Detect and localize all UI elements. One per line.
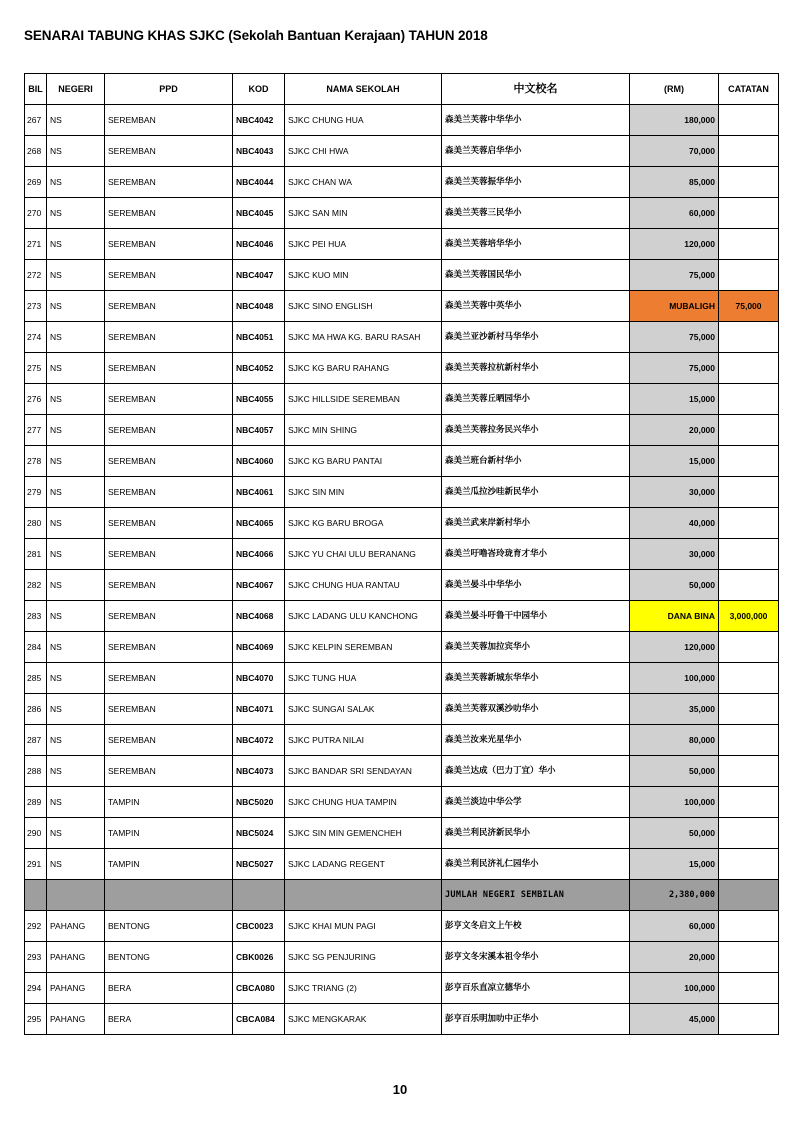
row-chinese-name: 森美兰芙蓉振华华小 xyxy=(442,167,630,198)
row-ppd: SEREMBAN xyxy=(105,539,233,570)
row-catatan xyxy=(719,384,779,415)
row-bil: 274 xyxy=(25,322,47,353)
row-nama-sekolah: SJKC MA HWA KG. BARU RASAH xyxy=(285,322,442,353)
row-kod: NBC4060 xyxy=(233,446,285,477)
table-row xyxy=(25,911,779,942)
row-chinese-name: 森美兰芙蓉三民华小 xyxy=(442,198,630,229)
row-catatan xyxy=(719,415,779,446)
total-cell-bil xyxy=(25,880,47,911)
row-chinese-name: 森美兰武来岸新村华小 xyxy=(442,508,630,539)
row-chinese-name: 森美兰芙蓉丘晒园华小 xyxy=(442,384,630,415)
row-bil: 279 xyxy=(25,477,47,508)
row-catatan xyxy=(719,942,779,973)
row-bil: 267 xyxy=(25,105,47,136)
total-cell-negeri xyxy=(47,880,105,911)
row-chinese-name: 彭亨文冬宋溪本祖令华小 xyxy=(442,942,630,973)
row-ppd: SEREMBAN xyxy=(105,694,233,725)
row-kod: NBC4051 xyxy=(233,322,285,353)
row-kod: NBC4042 xyxy=(233,105,285,136)
table-row xyxy=(25,384,779,415)
row-kod: NBC4047 xyxy=(233,260,285,291)
row-negeri: PAHANG xyxy=(47,942,105,973)
row-nama-sekolah: SJKC KG BARU RAHANG xyxy=(285,353,442,384)
row-nama-sekolah: SJKC TRIANG (2) xyxy=(285,973,442,1004)
row-kod: NBC4046 xyxy=(233,229,285,260)
row-catatan xyxy=(719,477,779,508)
row-chinese-name: 森美兰达成（巴力丁宜）华小 xyxy=(442,756,630,787)
row-amount: 15,000 xyxy=(630,849,719,880)
row-kod: NBC4071 xyxy=(233,694,285,725)
row-amount: 100,000 xyxy=(630,663,719,694)
row-ppd: SEREMBAN xyxy=(105,477,233,508)
table-row xyxy=(25,260,779,291)
row-ppd: SEREMBAN xyxy=(105,663,233,694)
row-negeri: NS xyxy=(47,818,105,849)
row-kod: NBC4072 xyxy=(233,725,285,756)
row-nama-sekolah: SJKC CHI HWA xyxy=(285,136,442,167)
row-ppd: SEREMBAN xyxy=(105,508,233,539)
row-ppd: SEREMBAN xyxy=(105,415,233,446)
row-amount: 50,000 xyxy=(630,818,719,849)
row-negeri: PAHANG xyxy=(47,911,105,942)
row-kod: NBC5027 xyxy=(233,849,285,880)
row-ppd: SEREMBAN xyxy=(105,570,233,601)
row-negeri: NS xyxy=(47,415,105,446)
row-nama-sekolah: SJKC TUNG HUA xyxy=(285,663,442,694)
row-amount: 75,000 xyxy=(630,322,719,353)
row-kod: NBC4065 xyxy=(233,508,285,539)
row-bil: 281 xyxy=(25,539,47,570)
row-amount: 75,000 xyxy=(630,260,719,291)
table-row xyxy=(25,291,779,322)
table-row xyxy=(25,353,779,384)
row-amount: 30,000 xyxy=(630,539,719,570)
row-catatan xyxy=(719,818,779,849)
row-chinese-name: 彭亨百乐明加叻中正华小 xyxy=(442,1004,630,1035)
row-chinese-name: 森美兰晏斗吁鲁干中园华小 xyxy=(442,601,630,632)
row-nama-sekolah: SJKC KHAI MUN PAGI xyxy=(285,911,442,942)
table-row xyxy=(25,508,779,539)
row-negeri: NS xyxy=(47,167,105,198)
row-catatan xyxy=(719,849,779,880)
row-kod: NBC4043 xyxy=(233,136,285,167)
row-negeri: NS xyxy=(47,694,105,725)
row-catatan xyxy=(719,663,779,694)
row-amount: 35,000 xyxy=(630,694,719,725)
row-chinese-name: 森美兰吁噜峇玲珑育才华小 xyxy=(442,539,630,570)
row-amount: 120,000 xyxy=(630,229,719,260)
row-nama-sekolah: SJKC CHUNG HUA TAMPIN xyxy=(285,787,442,818)
row-catatan xyxy=(719,1004,779,1035)
row-bil: 269 xyxy=(25,167,47,198)
row-negeri: NS xyxy=(47,446,105,477)
total-amount: 2,380,000 xyxy=(630,880,719,911)
row-negeri: NS xyxy=(47,725,105,756)
row-ppd: SEREMBAN xyxy=(105,260,233,291)
row-catatan xyxy=(719,105,779,136)
row-chinese-name: 森美兰瓜拉沙哇新民华小 xyxy=(442,477,630,508)
row-negeri: NS xyxy=(47,539,105,570)
row-ppd: SEREMBAN xyxy=(105,229,233,260)
row-chinese-name: 森美兰班台新村华小 xyxy=(442,446,630,477)
row-bil: 289 xyxy=(25,787,47,818)
row-kod: NBC4052 xyxy=(233,353,285,384)
row-nama-sekolah: SJKC CHAN WA xyxy=(285,167,442,198)
row-bil: 294 xyxy=(25,973,47,1004)
table-row xyxy=(25,322,779,353)
row-nama-sekolah: SJKC SUNGAI SALAK xyxy=(285,694,442,725)
col-header-negeri: NEGERI xyxy=(47,74,105,105)
row-amount: 20,000 xyxy=(630,942,719,973)
row-ppd: SEREMBAN xyxy=(105,632,233,663)
col-header-chinese-name: 中文校名 xyxy=(442,74,630,105)
row-negeri: NS xyxy=(47,260,105,291)
row-negeri: NS xyxy=(47,756,105,787)
row-bil: 295 xyxy=(25,1004,47,1035)
row-amount: 85,000 xyxy=(630,167,719,198)
row-catatan xyxy=(719,353,779,384)
row-kod: NBC4045 xyxy=(233,198,285,229)
row-ppd: SEREMBAN xyxy=(105,105,233,136)
table-row xyxy=(25,105,779,136)
row-chinese-name: 彭亨百乐直凉立德华小 xyxy=(442,973,630,1004)
total-cell-ppd xyxy=(105,880,233,911)
col-header-ppd: PPD xyxy=(105,74,233,105)
row-ppd: TAMPIN xyxy=(105,849,233,880)
row-negeri: NS xyxy=(47,570,105,601)
row-nama-sekolah: SJKC SIN MIN GEMENCHEH xyxy=(285,818,442,849)
row-chinese-name: 森美兰淡边中华公学 xyxy=(442,787,630,818)
col-header-nama-sekolah: NAMA SEKOLAH xyxy=(285,74,442,105)
row-catatan xyxy=(719,229,779,260)
row-amount: 100,000 xyxy=(630,787,719,818)
row-nama-sekolah: SJKC LADANG REGENT xyxy=(285,849,442,880)
row-catatan: 3,000,000 xyxy=(719,601,779,632)
row-nama-sekolah: SJKC KUO MIN xyxy=(285,260,442,291)
row-bil: 291 xyxy=(25,849,47,880)
table-row xyxy=(25,477,779,508)
row-catatan xyxy=(719,322,779,353)
row-nama-sekolah: SJKC KG BARU BROGA xyxy=(285,508,442,539)
row-negeri: NS xyxy=(47,229,105,260)
row-chinese-name: 森美兰芙蓉中华华小 xyxy=(442,105,630,136)
table-row xyxy=(25,663,779,694)
table-row xyxy=(25,198,779,229)
table-row xyxy=(25,973,779,1004)
row-catatan xyxy=(719,167,779,198)
row-bil: 288 xyxy=(25,756,47,787)
total-label: JUMLAH NEGERI SEMBILAN xyxy=(442,880,630,911)
row-kod: NBC4073 xyxy=(233,756,285,787)
row-negeri: PAHANG xyxy=(47,973,105,1004)
row-chinese-name: 森美兰芙蓉新城东华华小 xyxy=(442,663,630,694)
row-negeri: NS xyxy=(47,477,105,508)
total-row xyxy=(25,880,779,911)
row-amount: 180,000 xyxy=(630,105,719,136)
row-kod: NBC4066 xyxy=(233,539,285,570)
row-nama-sekolah: SJKC CHUNG HUA RANTAU xyxy=(285,570,442,601)
row-bil: 272 xyxy=(25,260,47,291)
row-kod: NBC4048 xyxy=(233,291,285,322)
row-ppd: BENTONG xyxy=(105,911,233,942)
row-catatan xyxy=(719,198,779,229)
row-kod: NBC5024 xyxy=(233,818,285,849)
col-header-catatan: CATATAN xyxy=(719,74,779,105)
row-catatan xyxy=(719,539,779,570)
row-catatan xyxy=(719,694,779,725)
row-ppd: SEREMBAN xyxy=(105,384,233,415)
row-amount: 45,000 xyxy=(630,1004,719,1035)
total-cell-kod xyxy=(233,880,285,911)
row-negeri: NS xyxy=(47,508,105,539)
row-kod: NBC4044 xyxy=(233,167,285,198)
row-ppd: BENTONG xyxy=(105,942,233,973)
row-catatan xyxy=(719,570,779,601)
row-catatan xyxy=(719,911,779,942)
row-chinese-name: 森美兰晏斗中华华小 xyxy=(442,570,630,601)
row-amount: 30,000 xyxy=(630,477,719,508)
row-nama-sekolah: SJKC MIN SHING xyxy=(285,415,442,446)
row-amount: 50,000 xyxy=(630,570,719,601)
row-ppd: SEREMBAN xyxy=(105,446,233,477)
row-amount: 15,000 xyxy=(630,384,719,415)
row-ppd: SEREMBAN xyxy=(105,756,233,787)
row-nama-sekolah: SJKC SAN MIN xyxy=(285,198,442,229)
row-ppd: TAMPIN xyxy=(105,818,233,849)
table-row xyxy=(25,632,779,663)
row-bil: 273 xyxy=(25,291,47,322)
row-catatan xyxy=(719,756,779,787)
row-negeri: NS xyxy=(47,663,105,694)
row-catatan xyxy=(719,725,779,756)
row-catatan xyxy=(719,973,779,1004)
row-kod: CBCA080 xyxy=(233,973,285,1004)
row-nama-sekolah: SJKC CHUNG HUA xyxy=(285,105,442,136)
page-number: 10 xyxy=(392,1082,408,1097)
row-nama-sekolah: SJKC HILLSIDE SEREMBAN xyxy=(285,384,442,415)
row-ppd: SEREMBAN xyxy=(105,601,233,632)
table-row xyxy=(25,539,779,570)
table-row xyxy=(25,601,779,632)
row-amount: MUBALIGH xyxy=(630,291,719,322)
row-amount: 80,000 xyxy=(630,725,719,756)
row-negeri: NS xyxy=(47,105,105,136)
row-nama-sekolah: SJKC PEI HUA xyxy=(285,229,442,260)
row-chinese-name: 森美兰芙蓉培华华小 xyxy=(442,229,630,260)
row-ppd: SEREMBAN xyxy=(105,322,233,353)
row-negeri: NS xyxy=(47,384,105,415)
table-row xyxy=(25,725,779,756)
row-catatan xyxy=(719,260,779,291)
row-catatan xyxy=(719,136,779,167)
row-bil: 270 xyxy=(25,198,47,229)
row-nama-sekolah: SJKC LADANG ULU KANCHONG xyxy=(285,601,442,632)
row-amount: 120,000 xyxy=(630,632,719,663)
row-nama-sekolah: SJKC SINO ENGLISH xyxy=(285,291,442,322)
table-row xyxy=(25,694,779,725)
row-bil: 293 xyxy=(25,942,47,973)
row-bil: 280 xyxy=(25,508,47,539)
row-chinese-name: 森美兰利民济新民华小 xyxy=(442,818,630,849)
table-row xyxy=(25,446,779,477)
row-bil: 292 xyxy=(25,911,47,942)
row-negeri: NS xyxy=(47,849,105,880)
row-negeri: NS xyxy=(47,322,105,353)
row-chinese-name: 森美兰芙蓉加拉宾华小 xyxy=(442,632,630,663)
row-kod: NBC4069 xyxy=(233,632,285,663)
row-kod: NBC4067 xyxy=(233,570,285,601)
row-chinese-name: 森美兰芙蓉启华华小 xyxy=(442,136,630,167)
row-negeri: NS xyxy=(47,291,105,322)
row-chinese-name: 森美兰芙蓉国民华小 xyxy=(442,260,630,291)
row-bil: 268 xyxy=(25,136,47,167)
row-chinese-name: 森美兰芙蓉拉杭新村华小 xyxy=(442,353,630,384)
row-bil: 284 xyxy=(25,632,47,663)
row-amount: 15,000 xyxy=(630,446,719,477)
table-row xyxy=(25,570,779,601)
row-bil: 287 xyxy=(25,725,47,756)
row-nama-sekolah: SJKC SIN MIN xyxy=(285,477,442,508)
table-row xyxy=(25,415,779,446)
row-catatan xyxy=(719,632,779,663)
row-kod: NBC4068 xyxy=(233,601,285,632)
table-row xyxy=(25,756,779,787)
table-row xyxy=(25,849,779,880)
row-nama-sekolah: SJKC SG PENJURING xyxy=(285,942,442,973)
row-nama-sekolah: SJKC MENGKARAK xyxy=(285,1004,442,1035)
row-nama-sekolah: SJKC KELPIN SEREMBAN xyxy=(285,632,442,663)
row-amount: 70,000 xyxy=(630,136,719,167)
row-kod: NBC4061 xyxy=(233,477,285,508)
row-bil: 283 xyxy=(25,601,47,632)
row-ppd: SEREMBAN xyxy=(105,353,233,384)
row-negeri: NS xyxy=(47,632,105,663)
row-amount: 60,000 xyxy=(630,198,719,229)
row-negeri: NS xyxy=(47,353,105,384)
row-chinese-name: 森美兰汝来光星华小 xyxy=(442,725,630,756)
row-nama-sekolah: SJKC KG BARU PANTAI xyxy=(285,446,442,477)
table-row xyxy=(25,229,779,260)
row-negeri: NS xyxy=(47,136,105,167)
row-bil: 278 xyxy=(25,446,47,477)
row-ppd: SEREMBAN xyxy=(105,198,233,229)
row-chinese-name: 森美兰芙蓉拉务民兴华小 xyxy=(442,415,630,446)
total-cell-catatan xyxy=(719,880,779,911)
row-bil: 290 xyxy=(25,818,47,849)
row-amount: DANA BINA xyxy=(630,601,719,632)
row-amount: 75,000 xyxy=(630,353,719,384)
header-row xyxy=(25,74,779,105)
row-bil: 286 xyxy=(25,694,47,725)
row-catatan xyxy=(719,446,779,477)
row-nama-sekolah: SJKC YU CHAI ULU BERANANG xyxy=(285,539,442,570)
row-ppd: BERA xyxy=(105,973,233,1004)
row-chinese-name: 森美兰芙蓉双溪沙叻华小 xyxy=(442,694,630,725)
row-ppd: SEREMBAN xyxy=(105,291,233,322)
row-catatan xyxy=(719,508,779,539)
table-row xyxy=(25,942,779,973)
page-title: SENARAI TABUNG KHAS SJKC (Sekolah Bantuan Kerajaan) TAHUN 2018 xyxy=(24,28,488,43)
row-negeri: NS xyxy=(47,601,105,632)
table-row xyxy=(25,136,779,167)
row-ppd: TAMPIN xyxy=(105,787,233,818)
row-ppd: SEREMBAN xyxy=(105,725,233,756)
row-kod: NBC5020 xyxy=(233,787,285,818)
col-header-kod: KOD xyxy=(233,74,285,105)
row-bil: 276 xyxy=(25,384,47,415)
school-fund-table xyxy=(24,73,779,1035)
row-catatan: 75,000 xyxy=(719,291,779,322)
row-kod: NBC4057 xyxy=(233,415,285,446)
row-negeri: NS xyxy=(47,787,105,818)
table-row xyxy=(25,1004,779,1035)
row-bil: 271 xyxy=(25,229,47,260)
row-bil: 282 xyxy=(25,570,47,601)
row-negeri: NS xyxy=(47,198,105,229)
row-chinese-name: 森美兰芙蓉中英华小 xyxy=(442,291,630,322)
row-kod: NBC4070 xyxy=(233,663,285,694)
row-amount: 20,000 xyxy=(630,415,719,446)
row-amount: 100,000 xyxy=(630,973,719,1004)
col-header-bil: BIL xyxy=(25,74,47,105)
row-negeri: PAHANG xyxy=(47,1004,105,1035)
row-ppd: SEREMBAN xyxy=(105,136,233,167)
row-amount: 50,000 xyxy=(630,756,719,787)
row-kod: CBC0023 xyxy=(233,911,285,942)
row-bil: 277 xyxy=(25,415,47,446)
row-chinese-name: 森美兰亚沙新村马华华小 xyxy=(442,322,630,353)
row-amount: 60,000 xyxy=(630,911,719,942)
row-bil: 285 xyxy=(25,663,47,694)
row-nama-sekolah: SJKC PUTRA NILAI xyxy=(285,725,442,756)
row-chinese-name: 森美兰利民济礼仁园华小 xyxy=(442,849,630,880)
row-kod: CBK0026 xyxy=(233,942,285,973)
row-bil: 275 xyxy=(25,353,47,384)
row-ppd: SEREMBAN xyxy=(105,167,233,198)
table-row xyxy=(25,167,779,198)
row-catatan xyxy=(719,787,779,818)
table-row xyxy=(25,818,779,849)
table-row xyxy=(25,787,779,818)
total-cell-nama xyxy=(285,880,442,911)
row-amount: 40,000 xyxy=(630,508,719,539)
row-ppd: BERA xyxy=(105,1004,233,1035)
row-kod: NBC4055 xyxy=(233,384,285,415)
row-nama-sekolah: SJKC BANDAR SRI SENDAYAN xyxy=(285,756,442,787)
col-header-rm: (RM) xyxy=(630,74,719,105)
row-chinese-name: 彭亨文冬启文上午校 xyxy=(442,911,630,942)
row-kod: CBCA084 xyxy=(233,1004,285,1035)
